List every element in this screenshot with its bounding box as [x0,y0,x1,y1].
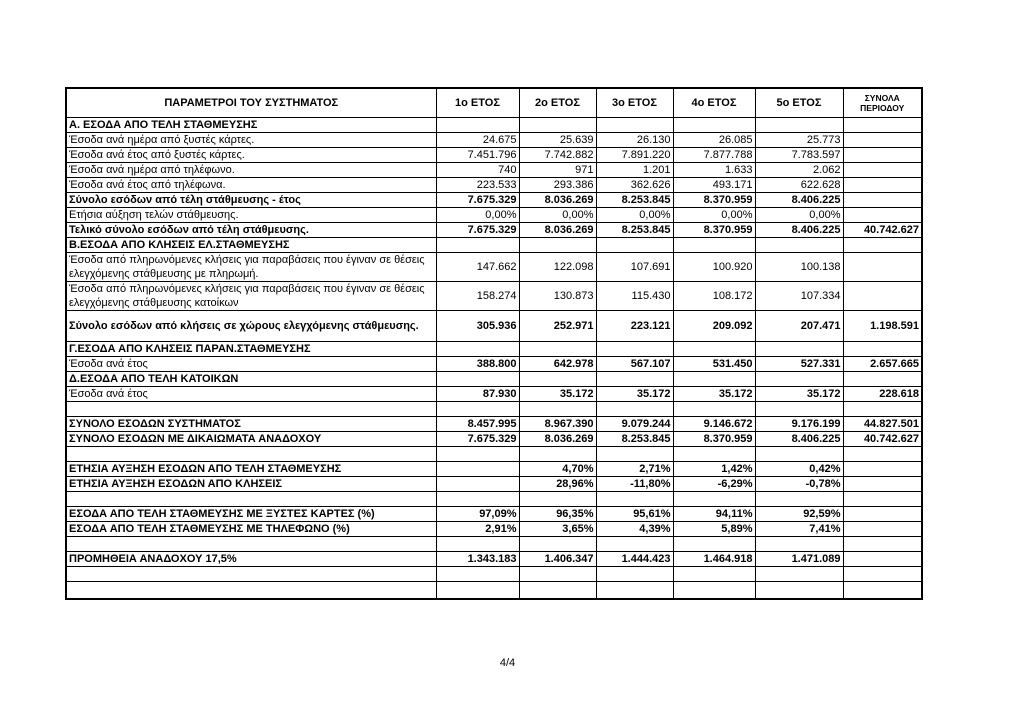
cell-year-2 [519,447,596,462]
row-label [66,492,436,507]
cell-year-3 [596,582,673,600]
cell-year-5 [755,402,843,417]
cell-year-5: 0,42% [755,462,843,477]
row-label: Έσοδα από πληρωνόμενες κλήσεις για παραβάσεις που έγιναν σε θέσεις ελεγχόμενης στάθμευσης κατοίκων [66,282,436,311]
cell-period-total [843,193,922,208]
header-year-3: 3ο ΕΤΟΣ [596,88,673,118]
cell-year-5 [755,582,843,600]
cell-year-5 [755,342,843,357]
cell-year-5 [755,537,843,552]
cell-year-2: 8.967.390 [519,417,596,432]
header-total-line1: ΣΥΝΟΛΑ [864,93,900,103]
cell-year-4: 1.464.918 [673,552,755,567]
cell-year-4: 8.370.959 [673,432,755,447]
cell-year-1 [436,582,519,600]
row-label: Έσοδα ανά έτος [66,357,436,372]
cell-year-5: 207.471 [755,311,843,342]
cell-year-2: 8.036.269 [519,193,596,208]
cell-year-2 [519,402,596,417]
cell-year-2 [519,342,596,357]
cell-year-2: 130.873 [519,282,596,311]
cell-year-4 [673,582,755,600]
cell-year-3: 26.130 [596,133,673,148]
row-label: Έσοδα ανά έτος από ξυστές κάρτες. [66,148,436,163]
cell-year-5: 622.628 [755,178,843,193]
row-label: ΣΥΝΟΛΟ ΕΣΟΔΩΝ ΜΕ ΔΙΚΑΙΩΜΑΤΑ ΑΝΑΔΟΧΟΥ [66,432,436,447]
table-row [66,133,922,148]
cell-year-1 [436,492,519,507]
row-label [66,447,436,462]
table-row [66,552,922,567]
cell-year-1 [436,402,519,417]
cell-period-total: 1.198.591 [843,311,922,342]
cell-year-3: 362.626 [596,178,673,193]
row-label: Έσοδα από πληρωνόμενες κλήσεις για παραβάσεις που έγιναν σε θέσεις ελεγχόμενης στάθμευσης με πληρωμή. [66,253,436,282]
table-row [66,417,922,432]
cell-period-total: 44.827.501 [843,417,922,432]
cell-year-5: 35.172 [755,387,843,402]
cell-year-2: 28,96% [519,477,596,492]
cell-year-1 [436,462,519,477]
cell-year-5: 92,59% [755,507,843,522]
cell-period-total [843,492,922,507]
cell-year-2 [519,492,596,507]
cell-year-3: -11,80% [596,477,673,492]
cell-year-1: 158.274 [436,282,519,311]
cell-year-4 [673,537,755,552]
cell-period-total [843,342,922,357]
cell-period-total [843,402,922,417]
row-label: ΕΣΟΔΑ ΑΠΟ ΤΕΛΗ ΣΤΑΘΜΕΥΣΗΣ ΜΕ ΞΥΣΤΕΣ ΚΑΡΤΕΣ (%) [66,507,436,522]
cell-year-1: 8.457.995 [436,417,519,432]
cell-year-2 [519,238,596,253]
cell-period-total [843,507,922,522]
revenue-table [65,87,923,600]
cell-year-3: 8.253.845 [596,432,673,447]
cell-year-5: 8.406.225 [755,193,843,208]
cell-year-4: 7.877.788 [673,148,755,163]
cell-year-5: 7.783.597 [755,148,843,163]
section-row [66,372,922,387]
row-label: ΕΣΟΔΑ ΑΠΟ ΤΕΛΗ ΣΤΑΘΜΕΥΣΗΣ ΜΕ ΤΗΛΕΦΩΝΟ (%) [66,522,436,537]
cell-year-3: 7.891.220 [596,148,673,163]
header-year-1: 1ο ΕΤΟΣ [436,88,519,118]
cell-year-3 [596,537,673,552]
cell-year-5 [755,372,843,387]
cell-year-3: 2,71% [596,462,673,477]
cell-period-total [843,447,922,462]
cell-year-2 [519,582,596,600]
cell-year-4: 9.146.672 [673,417,755,432]
row-label: Α. ΕΣΟΔΑ ΑΠΟ ΤΕΛΗ ΣΤΑΘΜΕΥΣΗΣ [66,118,436,133]
row-label: Έσοδα ανά έτος από τηλέφωνα. [66,178,436,193]
cell-year-5: 0,00% [755,208,843,223]
cell-period-total [843,582,922,600]
row-label: Γ.ΕΣΟΔΑ ΑΠΟ ΚΛΗΣΕΙΣ ΠΑΡΑΝ.ΣΤΑΘΜΕΥΣΗΣ [66,342,436,357]
table-row [66,193,922,208]
header-year-2: 2ο ΕΤΟΣ [519,88,596,118]
cell-year-4 [673,238,755,253]
cell-period-total [843,238,922,253]
cell-year-1: 0,00% [436,208,519,223]
cell-year-2: 4,70% [519,462,596,477]
cell-year-2: 971 [519,163,596,178]
cell-year-3 [596,402,673,417]
table-row [66,311,922,342]
cell-year-3: 223.121 [596,311,673,342]
cell-year-3: 95,61% [596,507,673,522]
row-label [66,582,436,600]
cell-year-1 [436,567,519,582]
cell-year-1: 223.533 [436,178,519,193]
table-header-row [66,88,922,118]
cell-year-3 [596,118,673,133]
cell-year-4: 1,42% [673,462,755,477]
cell-year-5: 107.334 [755,282,843,311]
cell-year-3: 35.172 [596,387,673,402]
cell-year-2 [519,118,596,133]
row-label: ΕΤΗΣΙΑ ΑΥΞΗΣΗ ΕΣΟΔΩΝ ΑΠΟ ΤΕΛΗ ΣΤΑΘΜΕΥΣΗΣ [66,462,436,477]
cell-year-2 [519,567,596,582]
cell-year-1: 7.675.329 [436,193,519,208]
cell-year-4 [673,567,755,582]
cell-year-2: 35.172 [519,387,596,402]
cell-year-4: 0,00% [673,208,755,223]
table-row [66,148,922,163]
cell-year-1: 24.675 [436,133,519,148]
cell-year-4: 1.633 [673,163,755,178]
cell-year-4: -6,29% [673,477,755,492]
row-label: Σύνολο εσόδων από τέλη στάθμευσης - έτος [66,193,436,208]
cell-period-total [843,133,922,148]
cell-period-total [843,208,922,223]
cell-year-3: 115.430 [596,282,673,311]
cell-year-1: 7.675.329 [436,432,519,447]
cell-year-3 [596,372,673,387]
cell-year-1 [436,372,519,387]
cell-year-5 [755,567,843,582]
cell-year-2: 0,00% [519,208,596,223]
table-row [66,462,922,477]
row-label: Τελικό σύνολο εσόδων από τέλη στάθμευσης. [66,223,436,238]
cell-year-5: 1.471.089 [755,552,843,567]
cell-year-1: 7.451.796 [436,148,519,163]
cell-year-5: 9.176.199 [755,417,843,432]
cell-period-total [843,253,922,282]
cell-year-4 [673,342,755,357]
cell-year-5: 8.406.225 [755,432,843,447]
cell-year-1: 740 [436,163,519,178]
cell-year-1: 1.343.183 [436,552,519,567]
cell-year-3: 8.253.845 [596,223,673,238]
cell-year-1: 305.936 [436,311,519,342]
cell-year-2: 3,65% [519,522,596,537]
cell-period-total: 40.742.627 [843,223,922,238]
cell-year-3 [596,238,673,253]
row-label [66,402,436,417]
row-label: Έσοδα ανά έτος [66,387,436,402]
cell-year-2: 122.098 [519,253,596,282]
cell-year-3: 4,39% [596,522,673,537]
section-row [66,238,922,253]
cell-year-1 [436,537,519,552]
cell-period-total [843,118,922,133]
row-label: Έσοδα ανά ημέρα από ξυστές κάρτες. [66,133,436,148]
cell-year-3: 8.253.845 [596,193,673,208]
cell-year-5: 100.138 [755,253,843,282]
cell-year-2: 1.406.347 [519,552,596,567]
cell-year-2: 96,35% [519,507,596,522]
cell-year-1: 87.930 [436,387,519,402]
cell-year-1 [436,238,519,253]
cell-year-3 [596,567,673,582]
header-period-total [843,88,922,118]
cell-year-5: 8.406.225 [755,223,843,238]
table-row [66,357,922,372]
cell-year-1: 2,91% [436,522,519,537]
cell-period-total [843,537,922,552]
cell-year-3: 107.691 [596,253,673,282]
cell-year-4: 8.370.959 [673,193,755,208]
cell-year-1 [436,447,519,462]
table-row [66,163,922,178]
cell-period-total [843,372,922,387]
section-row [66,342,922,357]
cell-period-total [843,462,922,477]
row-label [66,567,436,582]
row-label: Β.ΕΣΟΔΑ ΑΠΟ ΚΛΗΣΕΙΣ ΕΛ.ΣΤΑΘΜΕΥΣΗΣ [66,238,436,253]
cell-year-4 [673,447,755,462]
row-label: Δ.ΕΣΟΔΑ ΑΠΟ ΤΕΛΗ ΚΑΤΟΙΚΩΝ [66,372,436,387]
cell-year-3 [596,447,673,462]
cell-year-2: 642.978 [519,357,596,372]
cell-period-total [843,163,922,178]
cell-year-5: -0,78% [755,477,843,492]
table-row [66,507,922,522]
cell-year-4 [673,492,755,507]
table-row [66,208,922,223]
header-year-4: 4ο ΕΤΟΣ [673,88,755,118]
cell-year-3: 0,00% [596,208,673,223]
cell-year-4: 531.450 [673,357,755,372]
cell-period-total [843,282,922,311]
cell-year-3 [596,492,673,507]
header-parameters: ΠΑΡΑΜΕΤΡΟΙ ΤΟΥ ΣΥΣΤΗΜΑΤΟΣ [66,88,436,118]
cell-year-2: 7.742.882 [519,148,596,163]
cell-year-4: 100.920 [673,253,755,282]
cell-year-4 [673,372,755,387]
cell-year-2 [519,372,596,387]
cell-year-2: 293.386 [519,178,596,193]
cell-year-5 [755,492,843,507]
row-label: Έσοδα ανά ημέρα από τηλέφωνο. [66,163,436,178]
table-row [66,522,922,537]
header-year-5: 5ο ΕΤΟΣ [755,88,843,118]
table-row [66,477,922,492]
cell-year-4: 493.171 [673,178,755,193]
cell-year-3: 567.107 [596,357,673,372]
section-row [66,118,922,133]
blank-row [66,537,922,552]
cell-year-1: 147.662 [436,253,519,282]
cell-period-total [843,178,922,193]
cell-year-4: 35.172 [673,387,755,402]
blank-row [66,582,922,600]
cell-year-4: 26.085 [673,133,755,148]
table-row [66,178,922,193]
cell-period-total [843,552,922,567]
cell-year-3: 9.079.244 [596,417,673,432]
cell-year-5 [755,238,843,253]
row-label: ΕΤΗΣΙΑ ΑΥΞΗΣΗ ΕΣΟΔΩΝ ΑΠΟ ΚΛΗΣΕΙΣ [66,477,436,492]
cell-year-4: 108.172 [673,282,755,311]
cell-year-4: 94,11% [673,507,755,522]
cell-year-2: 25.639 [519,133,596,148]
cell-period-total [843,148,922,163]
cell-year-1: 388.800 [436,357,519,372]
cell-year-5: 7,41% [755,522,843,537]
cell-year-2: 8.036.269 [519,223,596,238]
cell-year-1 [436,477,519,492]
table-row [66,253,922,282]
cell-year-1: 97,09% [436,507,519,522]
cell-year-3: 1.444.423 [596,552,673,567]
table-row [66,223,922,238]
cell-year-4: 5,89% [673,522,755,537]
cell-year-4 [673,402,755,417]
cell-period-total [843,477,922,492]
cell-year-5 [755,447,843,462]
table-row [66,387,922,402]
cell-year-5: 2.062 [755,163,843,178]
cell-period-total: 228.618 [843,387,922,402]
blank-row [66,402,922,417]
row-label: ΣΥΝΟΛΟ ΕΣΟΔΩΝ ΣΥΣΤΗΜΑΤΟΣ [66,417,436,432]
table-row [66,432,922,447]
blank-row [66,492,922,507]
cell-year-5 [755,118,843,133]
cell-year-1: 7.675.329 [436,223,519,238]
row-label [66,537,436,552]
cell-year-5: 527.331 [755,357,843,372]
cell-period-total: 40.742.627 [843,432,922,447]
cell-year-3 [596,342,673,357]
cell-year-1 [436,342,519,357]
cell-period-total: 2.657.665 [843,357,922,372]
cell-year-2: 8.036.269 [519,432,596,447]
row-label: Ετήσια αύξηση τελών στάθμευσης. [66,208,436,223]
cell-year-2: 252.971 [519,311,596,342]
cell-year-1 [436,118,519,133]
blank-row [66,567,922,582]
blank-row [66,447,922,462]
cell-year-3: 1.201 [596,163,673,178]
table-row [66,282,922,311]
page-number: 4/4 [499,657,516,669]
cell-year-2 [519,537,596,552]
row-label: Σύνολο εσόδων από κλήσεις σε χώρους ελεγχόμενης στάθμευσης. [66,311,436,342]
row-label: ΠΡΟΜΗΘΕΙΑ ΑΝΑΔΟΧΟΥ 17,5% [66,552,436,567]
header-total-line2: ΠΕΡΙΟΔΟΥ [860,103,905,113]
cell-year-4: 209.092 [673,311,755,342]
cell-period-total [843,522,922,537]
cell-year-5: 25.773 [755,133,843,148]
cell-period-total [843,567,922,582]
cell-year-4: 8.370.959 [673,223,755,238]
cell-year-4 [673,118,755,133]
